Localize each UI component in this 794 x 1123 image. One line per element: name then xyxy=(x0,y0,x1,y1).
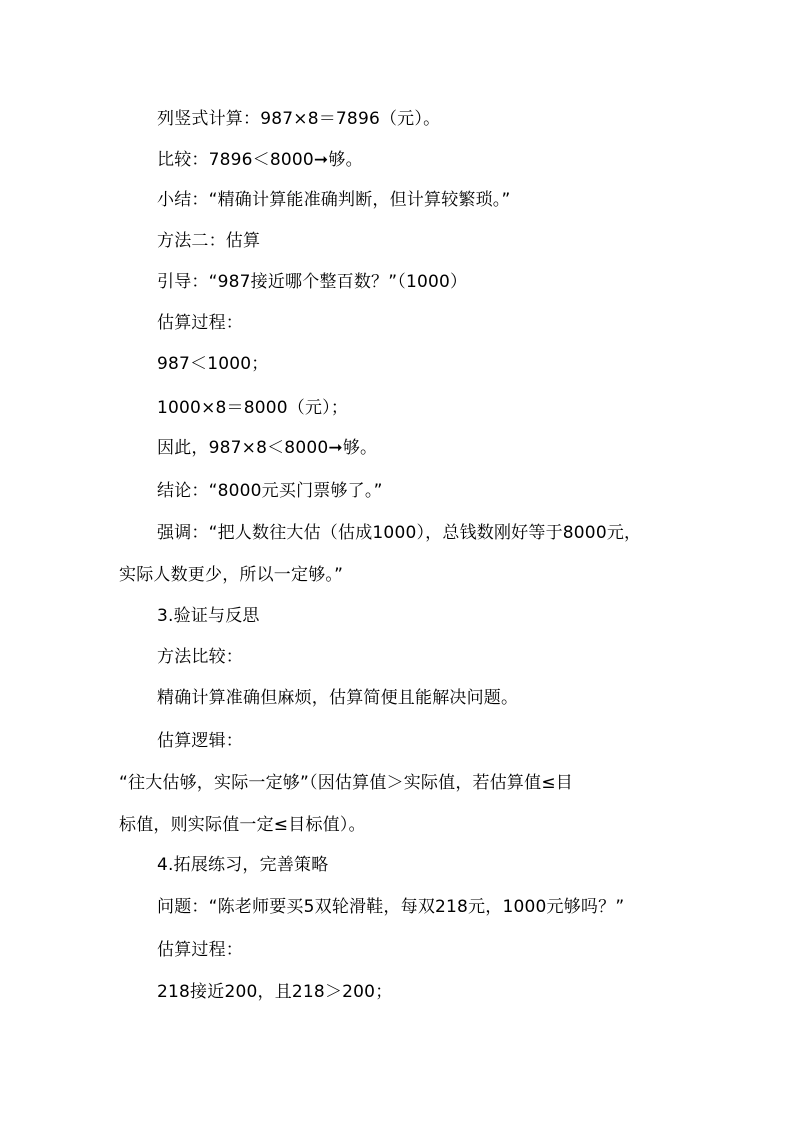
text-line: 标值，则实际值一定≤目标值）。 xyxy=(119,815,366,835)
section-heading: 3.验证与反思 xyxy=(157,606,260,626)
text-line: 列竖式计算：987×8＝7896（元）。 xyxy=(157,109,441,129)
text-line: 987＜1000； xyxy=(157,354,269,374)
text-line: 估算过程： xyxy=(157,940,243,960)
text-line: 1000×8＝8000（元）； xyxy=(157,398,349,418)
text-line: 小结：“精确计算能准确判断，但计算较繁琐。” xyxy=(157,190,511,210)
text-line: 估算逻辑： xyxy=(157,731,243,751)
section-heading: 方法二：估算 xyxy=(157,231,261,251)
text-line: 实际人数更少，所以一定够。” xyxy=(119,565,344,585)
text-line: 结论：“8000元买门票够了。” xyxy=(157,481,383,501)
text-line: 精确计算准确但麻烦，估算简便且能解决问题。 xyxy=(157,688,519,708)
text-line: 因此，987×8＜8000➞够。 xyxy=(157,438,378,458)
text-line: 比较：7896＜8000➞够。 xyxy=(157,150,363,170)
text-line: 方法比较： xyxy=(157,647,243,667)
text-line: 估算过程： xyxy=(157,313,243,333)
text-line: “往大估够，实际一定够”（因估算值＞实际值，若估算值≤目 xyxy=(119,773,573,793)
text-line: 强调：“把人数往大估（估成1000），总钱数刚好等于8000元， xyxy=(157,523,642,543)
section-heading: 4.拓展练习，完善策略 xyxy=(157,855,329,875)
text-line: 问题：“陈老师要买5双轮滑鞋，每双218元，1000元够吗？” xyxy=(157,897,625,917)
text-line: 218接近200，且218＞200； xyxy=(157,982,393,1002)
text-line: 引导：“987接近哪个整百数？”（1000） xyxy=(157,272,468,292)
